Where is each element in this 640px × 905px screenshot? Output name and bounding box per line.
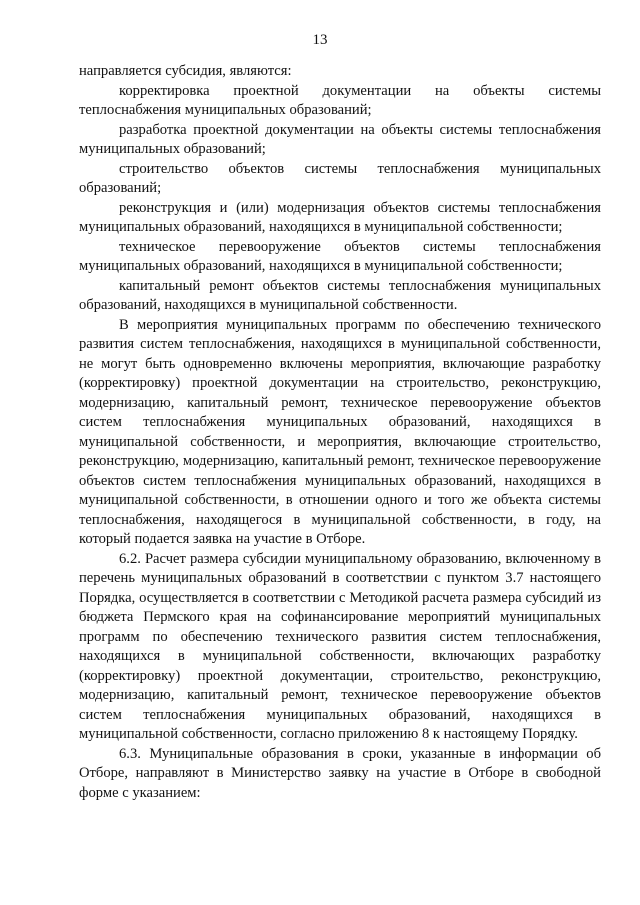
paragraph-4: строительство объектов системы теплоснабжения муниципальных образований;: [79, 160, 601, 196]
paragraph-5: реконструкция и (или) модернизация объектов системы теплоснабжения муниципальных образований, находящихся в муниципальной собственности;: [79, 199, 601, 235]
paragraph-1: направляется субсидия, являются:: [79, 63, 292, 79]
paragraph-6: техническое перевооружение объектов системы теплоснабжения муниципальных образований, находящихся в муниципальной собственности;: [79, 238, 601, 274]
paragraph-10: 6.3. Муниципальные образования в сроки, указанные в информации об Отборе, направляют в Министерство заявку на участие в Отборе в свободной форме с указанием:: [79, 745, 601, 801]
body-text: [79, 62, 601, 803]
paragraph-3: разработка проектной документации на объекты системы теплоснабжения муниципальных образований;: [79, 121, 601, 157]
paragraph-8: В мероприятия муниципальных программ по обеспечению технического развития систем теплоснабжения, находящихся в муниципальной собственности, не могут быть одновременно включены мероприятия, включающие разработку (корректировку) проектной документации на строительство, реконструкцию, модернизацию, капитальный ремонт, техническое перевооружение объектов систем теплоснабжения муниципальных образований, находящихся в муниципальной собственности, и мероприятия, включающие строительство, реконструкцию, модернизацию, капитальный ремонт, техническое перевооружение объектов систем теплоснабжения муниципальных образований, находящихся в муниципальной собственности, в отношении одного и того же объекта системы теплоснабжения, находящегося в муниципальной собственности, в году, на который подается заявка на участие в Отборе.: [79, 316, 601, 547]
paragraph-2: корректировка проектной документации на объекты системы теплоснабжения муниципальных образований;: [79, 82, 601, 118]
paragraph-9: 6.2. Расчет размера субсидии муниципальному образованию, включенному в перечень муниципальных образований в соответствии с пунктом 3.7 настоящего Порядка, осуществляется в соответствии с Методикой расчета размера субсидий из бюджета Пермского края на софинансирование мероприятий муниципальных программ по обеспечению технического развития систем теплоснабжения, находящихся в муниципальной собственности, включающих разработку (корректировку) проектной документации, строительство, реконструкцию, модернизацию, капитальный ремонт, техническое перевооружение объектов систем теплоснабжения муниципальных образований, находящихся в муниципальной собственности, согласно приложению 8 к настоящему Порядку.: [79, 550, 601, 742]
paragraph-7: капитальный ремонт объектов системы теплоснабжения муниципальных образований, находящихся в муниципальной собственности.: [79, 277, 601, 313]
page-number: 13: [312, 32, 328, 48]
